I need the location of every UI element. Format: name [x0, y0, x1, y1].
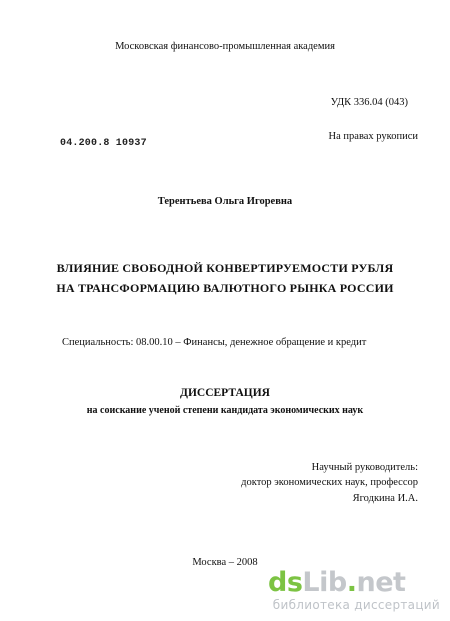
svg-text:dsLib.net: dsLib.net — [268, 567, 406, 596]
dslib-logo — [266, 566, 442, 596]
academy-name: Московская финансово-промышленная академия — [115, 41, 335, 52]
city-year: Москва – 2008 — [192, 557, 258, 568]
manuscript-rights-note: На правах рукописи — [328, 131, 418, 142]
watermark-caption: библиотека диссертаций — [272, 598, 440, 612]
specialty-line: Специальность: 08.00.10 – Финансы, денежное обращение и кредит — [62, 337, 367, 348]
registration-stamp: 04.200.8 10937 — [60, 138, 147, 149]
author-name: Терентьева Ольга Игоревна — [157, 196, 293, 207]
udk-code: УДК 336.04 (043) — [330, 97, 408, 108]
supervisor-label: Научный руководитель: — [311, 462, 418, 473]
supervisor-title: доктор экономических наук, профессор — [241, 477, 418, 488]
thesis-title-line-2: НА ТРАНСФОРМАЦИЮ ВАЛЮТНОГО РЫНКА РОССИИ — [56, 281, 394, 295]
dissertation-heading: ДИССЕРТАЦИЯ — [180, 387, 270, 399]
thesis-title-line-1: ВЛИЯНИЕ СВОБОДНОЙ КОНВЕРТИРУЕМОСТИ РУБЛЯ — [56, 261, 394, 275]
degree-line: на соискание ученой степени кандидата экономических наук — [86, 405, 364, 416]
supervisor-name: Ягодкина И.А. — [352, 493, 418, 504]
dslib-watermark — [266, 566, 442, 616]
